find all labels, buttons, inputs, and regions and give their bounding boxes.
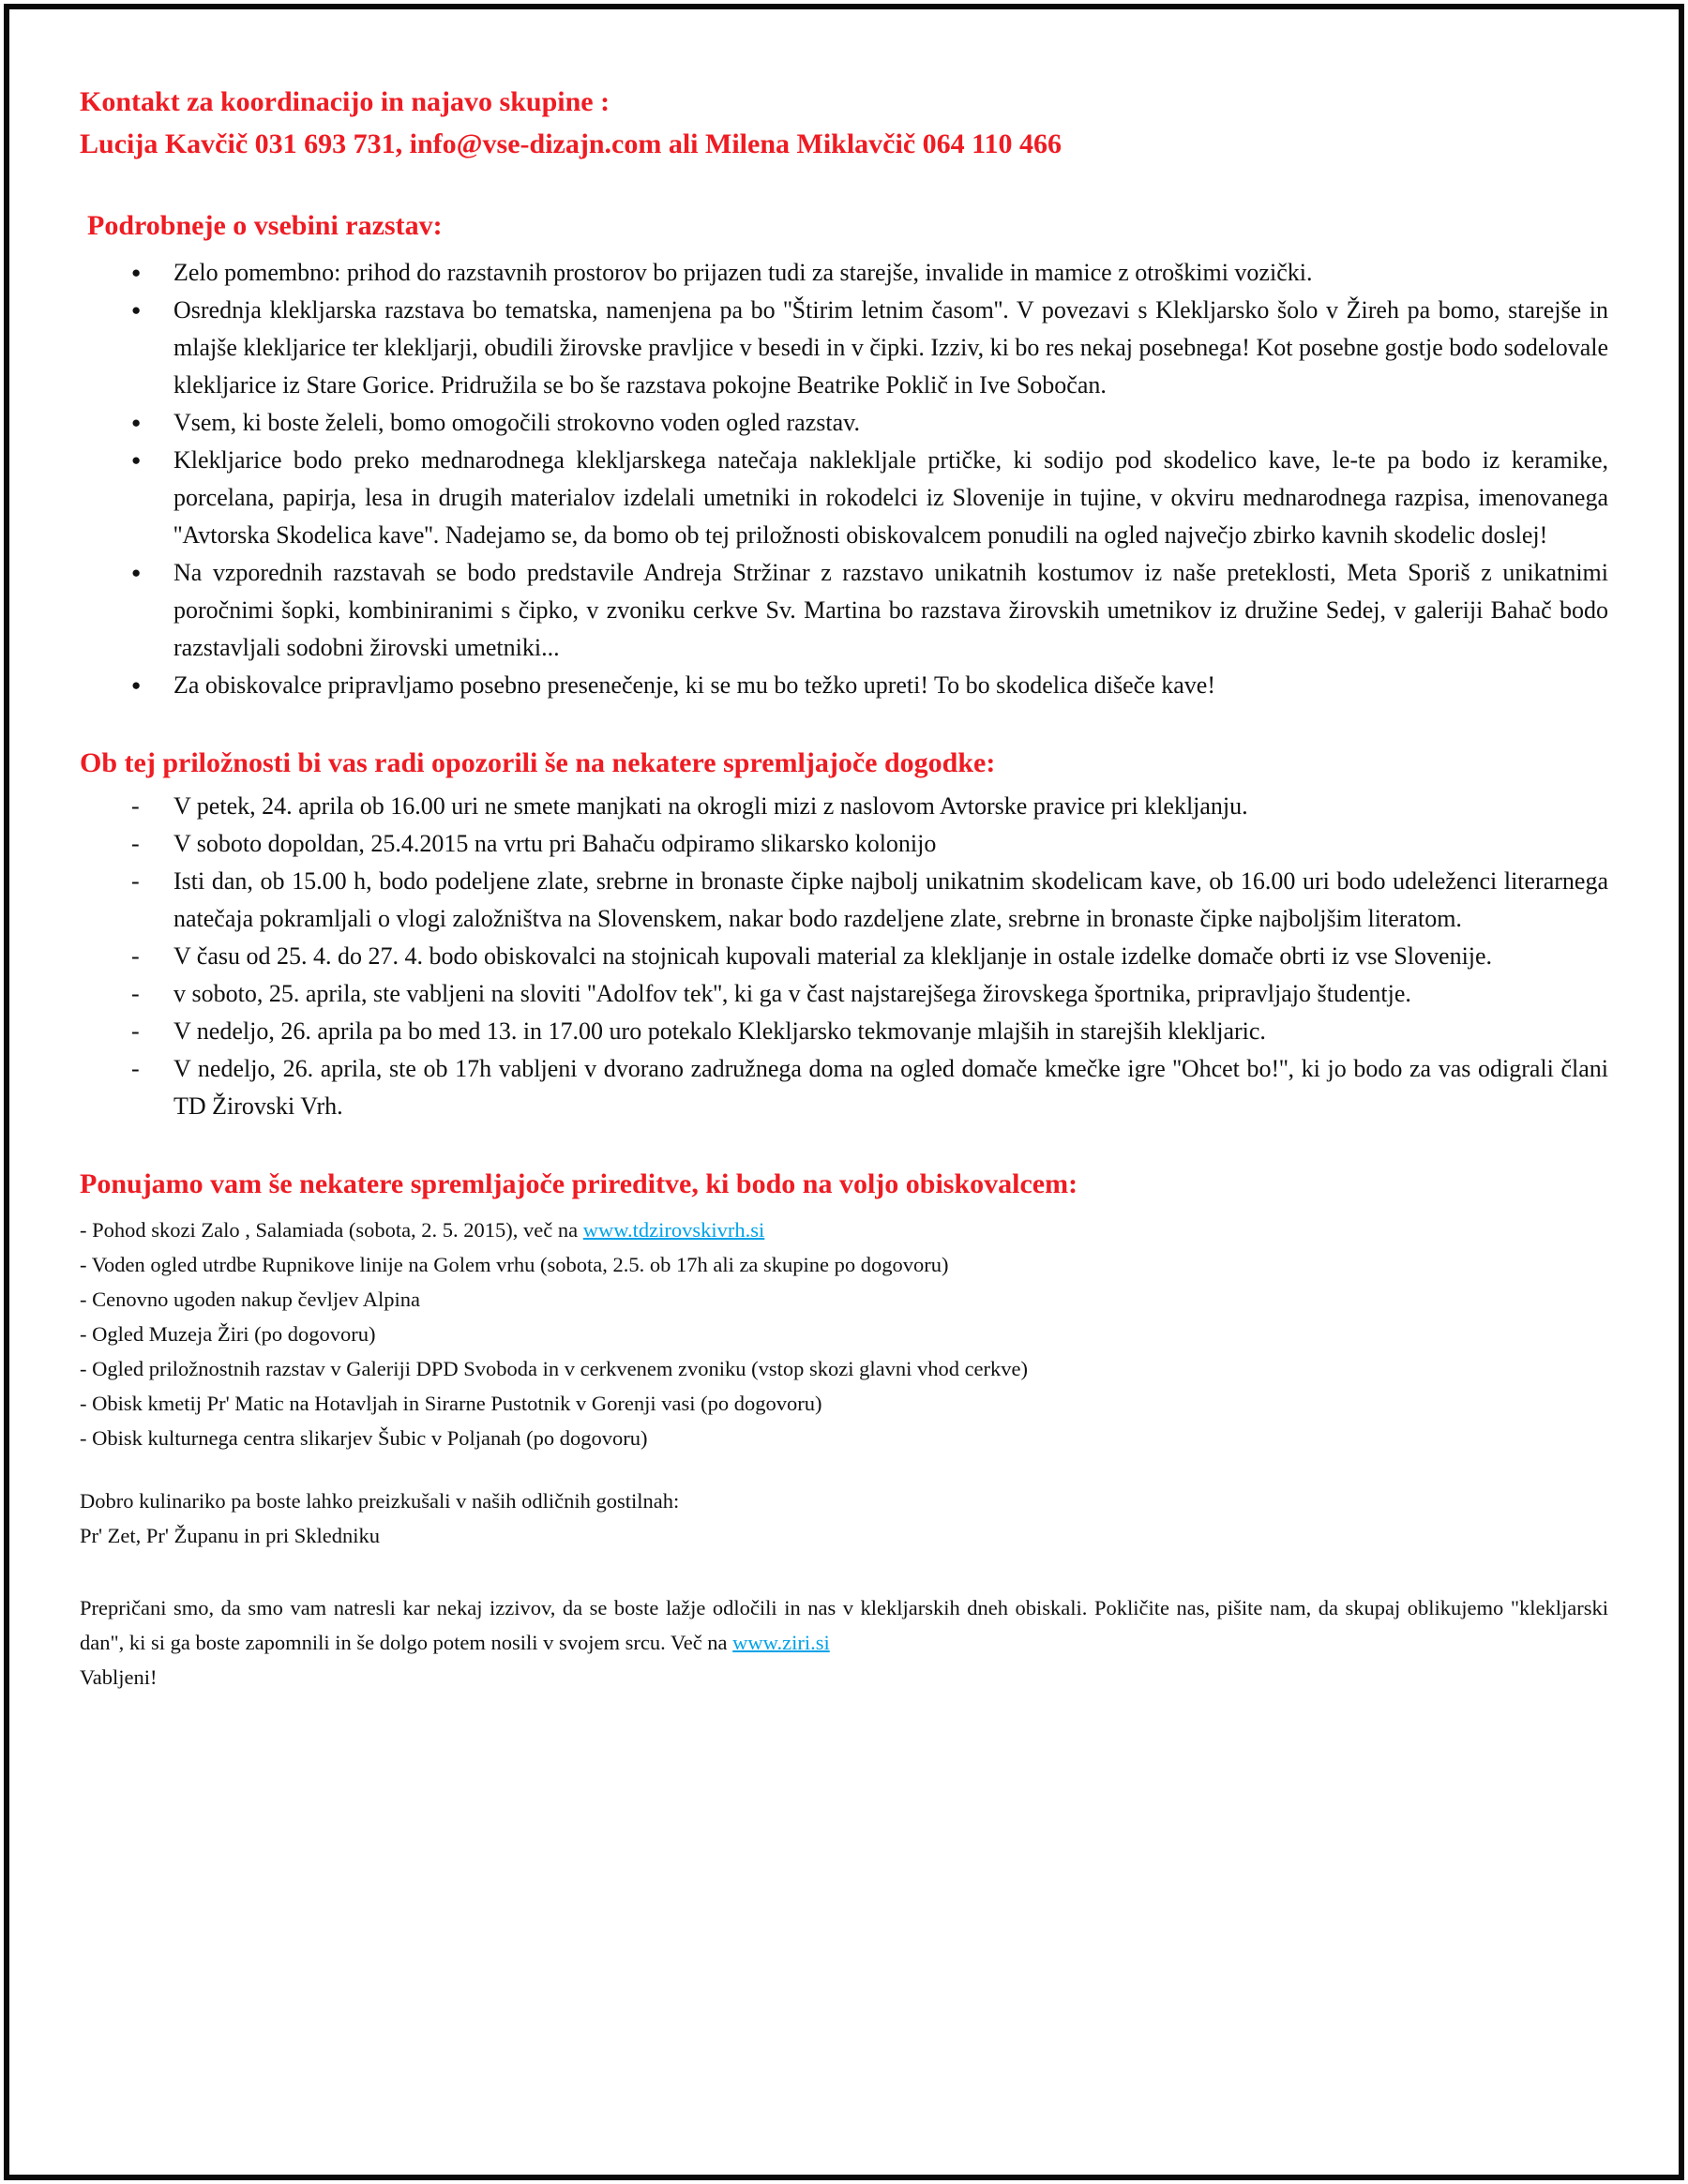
dash-marker: -: [131, 792, 140, 820]
dash-item-text: Isti dan, ob 15.00 h, bodo podeljene zlate, srebrne in bronaste čipke najbolj unikatnim skodelicam kave, ob 16.00 uri bodo udeleženci literarnega natečaja pokramljali o vlogi založništva na Slovenskem, nakar bodo razdeljene zlate, srebrne in bronaste čipke najboljšim literatom.: [173, 867, 1608, 932]
list-item: [80, 1212, 1608, 1247]
closing-paragraph: [80, 1590, 1608, 1660]
list-item: [80, 1351, 1608, 1386]
bullet-item: [80, 667, 1608, 704]
bullet-item: [80, 292, 1608, 404]
dash-item-text: V času od 25. 4. do 27. 4. bodo obiskovalci na stojnicah kupovali material za klekljanje in ostale izdelke domače obrti iz vse Slovenije.: [173, 942, 1493, 970]
exhibitions-heading: Podrobneje o vsebini razstav:: [87, 210, 443, 241]
dining-intro: Dobro kulinariko pa boste lahko preizkušali v naših odličnih gostilnah:: [80, 1489, 680, 1513]
bullet-item-text: Za obiskovalce pripravljamo posebno presenečenje, ki se mu bo težko upreti! To bo skodelica dišeče kave!: [173, 671, 1215, 699]
document-content: [80, 0, 1608, 1694]
contact-details: Lucija Kavčič 031 693 731, info@vse-dizajn.com ali Milena Miklavčič 064 110 466: [80, 128, 1062, 159]
events-dash-list: [80, 788, 1608, 1125]
dash-item: [80, 975, 1608, 1013]
bullet-item-text: Klekljarice bodo preko mednarodnega klekljarskega natečaja naklekljale prtičke, ki sodijo pod skodelico kave, le-te pa bodo iz keramike, porcelana, papirja, lesa in drugih materialov izdelali umetniki in rokodelci iz Slovenije in tujine, v okviru mednarodnega razpisa, imenovanega ''Avtorska Skodelica kave''. Nadejamo se, da bomo ob tej priložnosti obiskovalcem ponudili na ogled največjo zbirko kavnih skodelic doslej!: [173, 446, 1608, 549]
list-item: [80, 1247, 1608, 1282]
bullet-marker: ●: [131, 564, 142, 581]
dash-item-text: V nedeljo, 26. aprila, ste ob 17h vabljeni v dvorano zadružnega doma na ogled domače kmečke igre ''Ohcet bo!'', ki jo bodo za vas odigrali člani TD Žirovski Vrh.: [173, 1055, 1608, 1120]
list-item: [80, 1421, 1608, 1455]
list-item-text: - Cenovno ugoden nakup čevljev Alpina: [80, 1288, 421, 1311]
dash-item: [80, 1013, 1608, 1050]
dash-marker: -: [131, 980, 140, 1007]
dash-marker: -: [131, 1017, 140, 1045]
dash-item-text: V nedeljo, 26. aprila pa bo med 13. in 17.00 uro potekalo Klekljarsko tekmovanje mlajših in starejših klekljaric.: [173, 1017, 1266, 1045]
bullet-item: [80, 442, 1608, 554]
ziri-link[interactable]: www.ziri.si: [732, 1631, 830, 1654]
dash-item: [80, 788, 1608, 825]
list-item: [80, 1317, 1608, 1351]
list-item-text: - Ogled priložnostnih razstav v Galeriji DPD Svoboda in v cerkvenem zvoniku (vstop skozi glavni vhod cerkve): [80, 1357, 1029, 1380]
dash-marker: -: [131, 942, 140, 970]
dash-item: [80, 825, 1608, 863]
bullet-item: [80, 254, 1608, 292]
dining-restaurants: Pr' Zet, Pr' Županu in pri Skledniku: [80, 1524, 380, 1547]
dash-item: [80, 863, 1608, 938]
bullet-marker: ●: [131, 451, 142, 469]
dash-marker: -: [131, 830, 140, 857]
dash-item: [80, 938, 1608, 975]
bullet-item-text: Vsem, ki boste želeli, bomo omogočili strokovno voden ogled razstav.: [173, 409, 860, 436]
dash-item-text: v soboto, 25. aprila, ste vabljeni na sloviti ''Adolfov tek'', ki ga v čast najstarejšega žirovskega športnika, pripravljajo študentje.: [173, 980, 1411, 1007]
closing-farewell: Vabljeni!: [80, 1665, 158, 1689]
contact-heading: Kontakt za koordinacijo in najavo skupine :: [80, 86, 610, 117]
bullet-item-text: Osrednja klekljarska razstava bo tematska, namenjena pa bo ''Štirim letnim časom''. V povezavi s Klekljarsko šolo v Žireh pa bomo, starejše in mlajše klekljarice ter klekljarji, obudili žirovske pravljice v besedi in v čipki. Izziv, ki bo res nekaj posebnega! Kot posebne gostje bodo sodelovale klekljarice iz Stare Gorice. Pridružila se bo še razstava pokojne Beatrike Poklič in Ive Sobočan.: [173, 296, 1608, 399]
bullet-item-text: Zelo pomembno: prihod do razstavnih prostorov bo prijazen tudi za starejše, invalide in mamice z otroškimi vozički.: [173, 259, 1313, 286]
list-item-text: - Obisk kmetij Pr' Matic na Hotavljah in Sirarne Pustotnik v Gorenji vasi (po dogovoru): [80, 1392, 822, 1415]
bullet-marker: ●: [131, 676, 142, 694]
bullet-item: [80, 404, 1608, 442]
list-item-text: - Obisk kulturnega centra slikarjev Šubic v Poljanah (po dogovoru): [80, 1426, 648, 1450]
events-heading: Ob tej priložnosti bi vas radi opozorili še na nekatere spremljajoče dogodke:: [80, 747, 996, 778]
list-item: [80, 1386, 1608, 1421]
dash-item-text: V petek, 24. aprila ob 16.00 uri ne smete manjkati na okrogli mizi z naslovom Avtorske pravice pri klekljanju.: [173, 792, 1248, 820]
list-item: [80, 1282, 1608, 1317]
closing-section: [80, 1590, 1608, 1694]
bullet-marker: ●: [131, 264, 142, 281]
list-item-text: - Ogled Muzeja Žiri (po dogovoru): [80, 1322, 376, 1346]
list-item-text: - Voden ogled utrdbe Rupnikove linije na Golem vrhu (sobota, 2.5. ob 17h ali za skupine po dogovoru): [80, 1253, 949, 1276]
dining-section: [80, 1484, 1608, 1553]
dash-item: [80, 1050, 1608, 1125]
attractions-list: [80, 1212, 1608, 1455]
attractions-heading: Ponujamo vam še nekatere spremljajoče prireditve, ki bodo na voljo obiskovalcem:: [80, 1168, 1078, 1199]
bullet-item-text: Na vzporednih razstavah se bodo predstavile Andreja Stržinar z razstavo unikatnih kostumov iz naše preteklosti, Meta Sporiš z unikatnimi poročnimi šopki, kombiniranimi s čipko, v zvoniku cerkve Sv. Martina bo razstava žirovskih umetnikov iz družine Sedej, v galeriji Bahač bodo razstavljali sodobni žirovski umetniki...: [173, 559, 1608, 661]
exhibitions-bullet-list: [80, 254, 1608, 704]
bullet-marker: ●: [131, 414, 142, 431]
dash-item-text: V soboto dopoldan, 25.4.2015 na vrtu pri Bahaču odpiramo slikarsko kolonijo: [173, 830, 937, 857]
closing-text: Prepričani smo, da smo vam natresli kar nekaj izzivov, da se boste lažje odločili in nas v klekljarskih dneh obiskali. Pokličite nas, pišite nam, da skupaj oblikujemo "klekljarski dan", ki si ga boste zapomnili in še dolgo potem nosili v svojem srcu. Več na: [80, 1596, 1608, 1654]
dash-marker: -: [131, 1055, 140, 1082]
list-item-text: - Pohod skozi Zalo , Salamiada (sobota, 2. 5. 2015), več na: [80, 1218, 583, 1242]
dash-marker: -: [131, 867, 140, 895]
bullet-item: [80, 554, 1608, 667]
bullet-marker: ●: [131, 301, 142, 319]
tdzirovskivrh-link[interactable]: www.tdzirovskivrh.si: [582, 1218, 765, 1242]
